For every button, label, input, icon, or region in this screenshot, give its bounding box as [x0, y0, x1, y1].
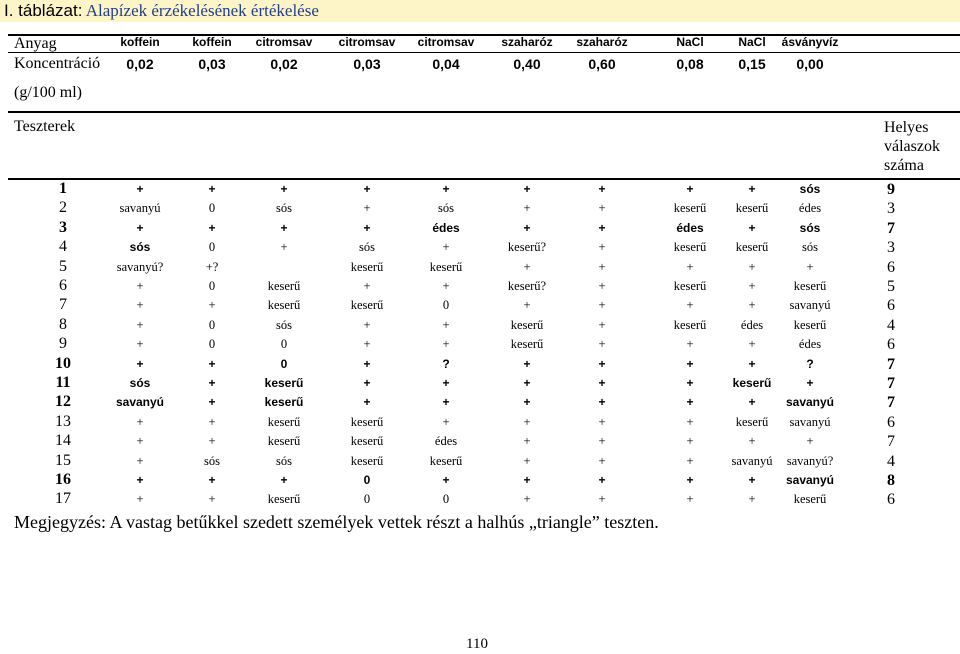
correct-count: 7: [887, 433, 895, 451]
table-cell: +: [523, 492, 531, 507]
substance-header: citromsav: [338, 35, 396, 49]
table-cell: +: [523, 298, 531, 313]
table-cell: +: [363, 317, 371, 332]
table-cell: keserű: [264, 395, 304, 410]
table-cell: keserű: [264, 376, 304, 390]
tester-id: 9: [59, 335, 67, 353]
table-cell: +: [748, 395, 756, 410]
table-cell: +: [686, 453, 694, 468]
table-cell: +: [363, 220, 371, 235]
table-cell: +: [598, 356, 606, 371]
table-cell: ?: [806, 356, 814, 371]
table-cell: +: [442, 473, 450, 487]
correct-count: 9: [887, 181, 895, 198]
table-cell: +: [363, 182, 371, 196]
table-cell: keserű: [735, 201, 769, 216]
table-cell: +: [208, 473, 216, 487]
concentration-value: 0,00: [796, 56, 824, 72]
tester-id: 11: [55, 374, 71, 391]
correct-answers-line: száma: [884, 157, 924, 174]
table-cell: +: [748, 182, 756, 196]
table-cell: +: [363, 376, 371, 390]
table-cell: +: [686, 395, 694, 410]
table-cell: 0: [280, 356, 288, 371]
table-cell: édes: [798, 201, 822, 216]
table-cell: keserű: [673, 201, 707, 216]
tester-id: 4: [59, 238, 67, 256]
table-cell: 0: [208, 337, 216, 352]
table-cell: +: [598, 492, 606, 507]
table-cell: édes: [798, 337, 822, 352]
table-cell: +: [208, 434, 216, 449]
table-cell: +?: [205, 259, 219, 274]
table-cell: édes: [434, 434, 458, 449]
table-cell: +: [598, 279, 606, 293]
table-cell: +: [136, 473, 144, 487]
tester-id: 15: [55, 451, 71, 469]
table-cell: keserű: [429, 259, 463, 274]
table-cell: +: [748, 473, 756, 487]
table-cell: +: [363, 395, 371, 410]
table-cell: +: [806, 376, 814, 390]
table-cell: keserű: [429, 453, 463, 468]
correct-count: 6: [887, 491, 895, 509]
table-cell: savanyú: [785, 473, 835, 487]
correct-count: 7: [887, 219, 895, 237]
correct-count: 7: [887, 394, 895, 412]
table-cell: +: [280, 473, 288, 487]
table-cell: +: [748, 337, 756, 352]
table-cell: keserű: [793, 492, 827, 507]
substance-header: citromsav: [417, 35, 475, 49]
correct-count: 6: [887, 258, 895, 276]
correct-answers-header: [884, 118, 940, 175]
table-cell: +: [806, 434, 814, 449]
table-cell: +: [442, 414, 450, 429]
tester-id: 13: [55, 412, 71, 430]
table-cell: +: [280, 182, 288, 196]
table-cell: keserű: [732, 376, 772, 390]
table-cell: +: [136, 317, 144, 332]
table-cell: +: [686, 414, 694, 429]
table-cell: keserű: [793, 279, 827, 293]
rule-under-header: [8, 178, 960, 180]
table-cell: keserű: [350, 298, 384, 313]
table-cell: +: [686, 492, 694, 507]
table-cell: +: [523, 434, 531, 449]
table-cell: keserű: [673, 279, 707, 293]
table-cell: +: [686, 298, 694, 313]
table-cell: +: [598, 453, 606, 468]
table-cell: keserű: [735, 414, 769, 429]
table-cell: 0: [208, 201, 216, 216]
tester-id: 3: [59, 218, 67, 236]
testers-label: Teszterek: [14, 118, 76, 135]
table-cell: sós: [802, 240, 818, 255]
concentration-value: 0,60: [588, 56, 616, 72]
table-cell: 0: [280, 337, 288, 352]
table-cell: sós: [276, 317, 292, 332]
table-cell: +: [598, 240, 606, 255]
table-cell: +: [136, 434, 144, 449]
correct-count: 6: [887, 413, 895, 431]
table-cell: +: [598, 376, 606, 390]
substance-header: ásványvíz: [781, 35, 839, 49]
tester-id: 7: [59, 296, 67, 314]
table-cell: sós: [276, 453, 292, 468]
correct-count: 6: [887, 336, 895, 354]
concentration-value: 0,08: [676, 56, 704, 72]
table-cell: +: [598, 337, 606, 352]
table-cell: +: [523, 453, 531, 468]
page-number: 110: [466, 636, 488, 652]
tester-id: 14: [55, 432, 71, 450]
table-cell: keserű: [735, 240, 769, 255]
table-cell: +: [523, 376, 531, 390]
table-cell: sós: [276, 201, 292, 216]
table-cell: savanyú: [115, 395, 165, 410]
table-cell: +: [523, 356, 531, 371]
anyag-label: Anyag: [14, 35, 57, 52]
table-cell: +: [598, 395, 606, 410]
table-cell: sós: [129, 240, 151, 255]
tester-id: 5: [59, 257, 67, 275]
table-cell: keserű: [267, 298, 301, 313]
concentration-value: 0,02: [126, 56, 154, 72]
concentration-value: 0,04: [432, 56, 460, 72]
tester-id: 6: [59, 277, 67, 294]
correct-count: 4: [887, 452, 895, 470]
table-cell: +: [208, 414, 216, 429]
table-cell: sós: [799, 220, 821, 235]
table-cell: +: [208, 220, 216, 235]
table-cell: +: [598, 434, 606, 449]
table-cell: +: [523, 182, 531, 196]
table-cell: keserű: [510, 337, 544, 352]
table-cell: +: [748, 356, 756, 371]
table-cell: +: [523, 473, 531, 487]
correct-count: 7: [887, 355, 895, 373]
table-cell: keserű?: [507, 279, 547, 293]
table-cell: ?: [442, 356, 450, 371]
table-cell: +: [598, 259, 606, 274]
table-cell: 0: [208, 317, 216, 332]
table-cell: keserű: [350, 259, 384, 274]
table-cell: +: [598, 201, 606, 216]
tester-id: 2: [59, 199, 67, 217]
table-cell: +: [442, 337, 450, 352]
tester-id: 16: [55, 471, 71, 488]
table-cell: +: [686, 376, 694, 390]
table-cell: keserű: [267, 414, 301, 429]
tester-id: 12: [55, 393, 71, 411]
table-cell: +: [598, 220, 606, 235]
table-cell: 0: [442, 492, 450, 507]
table-cell: +: [598, 298, 606, 313]
table-cell: 0: [363, 473, 371, 487]
table-cell: +: [442, 317, 450, 332]
table-cell: savanyú: [785, 395, 835, 410]
substance-header: szaharóz: [501, 35, 553, 49]
table-cell: +: [363, 201, 371, 216]
table-cell: +: [442, 279, 450, 293]
table-cell: keserű: [673, 317, 707, 332]
table-cell: +: [686, 473, 694, 487]
table-cell: savanyú?: [116, 259, 164, 274]
table-cell: +: [686, 259, 694, 274]
table-cell: +: [136, 182, 144, 196]
table-cell: keserű: [350, 434, 384, 449]
table-cell: sós: [799, 182, 821, 196]
table-cell: +: [136, 337, 144, 352]
table-cell: +: [598, 414, 606, 429]
table-cell: keserű: [267, 492, 301, 507]
table-cell: +: [136, 492, 144, 507]
table-cell: +: [686, 356, 694, 371]
page-title: [4, 1, 319, 21]
table-cell: 0: [442, 298, 450, 313]
title-text: Alapízek érzékelésének értékelése: [85, 1, 319, 20]
table-cell: +: [208, 356, 216, 371]
table-cell: keserű: [793, 317, 827, 332]
table-cell: +: [442, 182, 450, 196]
table-cell: +: [523, 395, 531, 410]
substance-header: NaCl: [738, 35, 766, 49]
table-cell: édes: [740, 317, 764, 332]
table-cell: +: [748, 434, 756, 449]
table-cell: édes: [676, 220, 704, 235]
substance-header: koffein: [120, 35, 160, 49]
table-cell: +: [442, 395, 450, 410]
table-cell: sós: [129, 376, 151, 390]
concentration-value: 0,02: [270, 56, 298, 72]
table-cell: +: [208, 298, 216, 313]
concentration-value: 0,15: [738, 56, 766, 72]
table-cell: keserű: [350, 414, 384, 429]
table-cell: +: [523, 201, 531, 216]
title-label: I. táblázat:: [4, 1, 83, 20]
table-cell: +: [686, 337, 694, 352]
correct-count: 4: [887, 316, 895, 334]
concentration-label: Koncentráció: [14, 55, 101, 72]
table-cell: sós: [204, 453, 220, 468]
table-cell: keserű: [510, 317, 544, 332]
correct-answers-line: válaszok: [884, 138, 940, 155]
correct-count: 3: [887, 239, 895, 257]
table-cell: +: [136, 279, 144, 293]
table-cell: +: [523, 414, 531, 429]
table-cell: keserű: [267, 279, 301, 293]
table-cell: +: [136, 453, 144, 468]
table-cell: +: [806, 259, 814, 274]
table-cell: +: [363, 337, 371, 352]
table-cell: savanyú?: [786, 453, 834, 468]
table-cell: +: [442, 376, 450, 390]
table-cell: +: [686, 434, 694, 449]
unit-label: (g/100 ml): [14, 84, 82, 101]
table-cell: savanyú: [731, 453, 773, 468]
table-cell: édes: [432, 220, 460, 235]
table-cell: +: [136, 414, 144, 429]
substance-header: citromsav: [255, 35, 313, 49]
table-cell: +: [280, 220, 288, 235]
table-cell: +: [523, 220, 531, 235]
table-cell: +: [748, 492, 756, 507]
concentration-value: 0,03: [353, 56, 381, 72]
table-cell: +: [208, 182, 216, 196]
substance-header: NaCl: [676, 35, 704, 49]
concentration-value: 0,40: [513, 56, 541, 72]
tester-id: 17: [55, 490, 71, 508]
table-cell: keserű?: [507, 240, 547, 255]
correct-count: 8: [887, 472, 895, 489]
table-cell: +: [363, 279, 371, 293]
table-cell: 0: [208, 240, 216, 255]
table-cell: +: [208, 376, 216, 390]
table-cell: +: [748, 259, 756, 274]
table-cell: +: [598, 317, 606, 332]
table-cell: +: [748, 220, 756, 235]
table-cell: +: [598, 473, 606, 487]
table-cell: +: [598, 182, 606, 196]
substance-header: koffein: [192, 35, 232, 49]
tester-id: 10: [55, 354, 71, 372]
table-cell: savanyú: [789, 298, 831, 313]
correct-count: 7: [887, 375, 895, 392]
correct-count: 3: [887, 200, 895, 218]
rule-under-anyag: [8, 52, 960, 53]
correct-count: 6: [887, 297, 895, 315]
table-cell: sós: [438, 201, 454, 216]
tester-id: 8: [59, 315, 67, 333]
footnote: Megjegyzés: A vastag betűkkel szedett személyek vettek részt a halhús „triangle” teszten.: [14, 512, 659, 532]
table-cell: savanyú: [119, 201, 161, 216]
tester-id: 1: [59, 180, 67, 197]
concentration-value: 0,03: [198, 56, 226, 72]
correct-answers-line: Helyes: [884, 119, 929, 136]
correct-count: 5: [887, 278, 895, 295]
table-cell: +: [136, 356, 144, 371]
table-cell: +: [136, 298, 144, 313]
table-cell: +: [280, 240, 288, 255]
table-cell: 0: [208, 279, 216, 293]
table-cell: +: [748, 298, 756, 313]
table-cell: +: [136, 220, 144, 235]
rule-under-unit: [8, 111, 960, 113]
table-cell: +: [748, 279, 756, 293]
table-cell: 0: [363, 492, 371, 507]
table-cell: +: [208, 395, 216, 410]
table-cell: keserű: [673, 240, 707, 255]
table-cell: +: [208, 492, 216, 507]
table-cell: +: [686, 182, 694, 196]
table-cell: +: [442, 240, 450, 255]
table-cell: +: [523, 259, 531, 274]
table-cell: savanyú: [789, 414, 831, 429]
table-cell: +: [363, 356, 371, 371]
table-cell: sós: [359, 240, 375, 255]
table-cell: keserű: [350, 453, 384, 468]
substance-header: szaharóz: [576, 35, 628, 49]
table-cell: keserű: [267, 434, 301, 449]
